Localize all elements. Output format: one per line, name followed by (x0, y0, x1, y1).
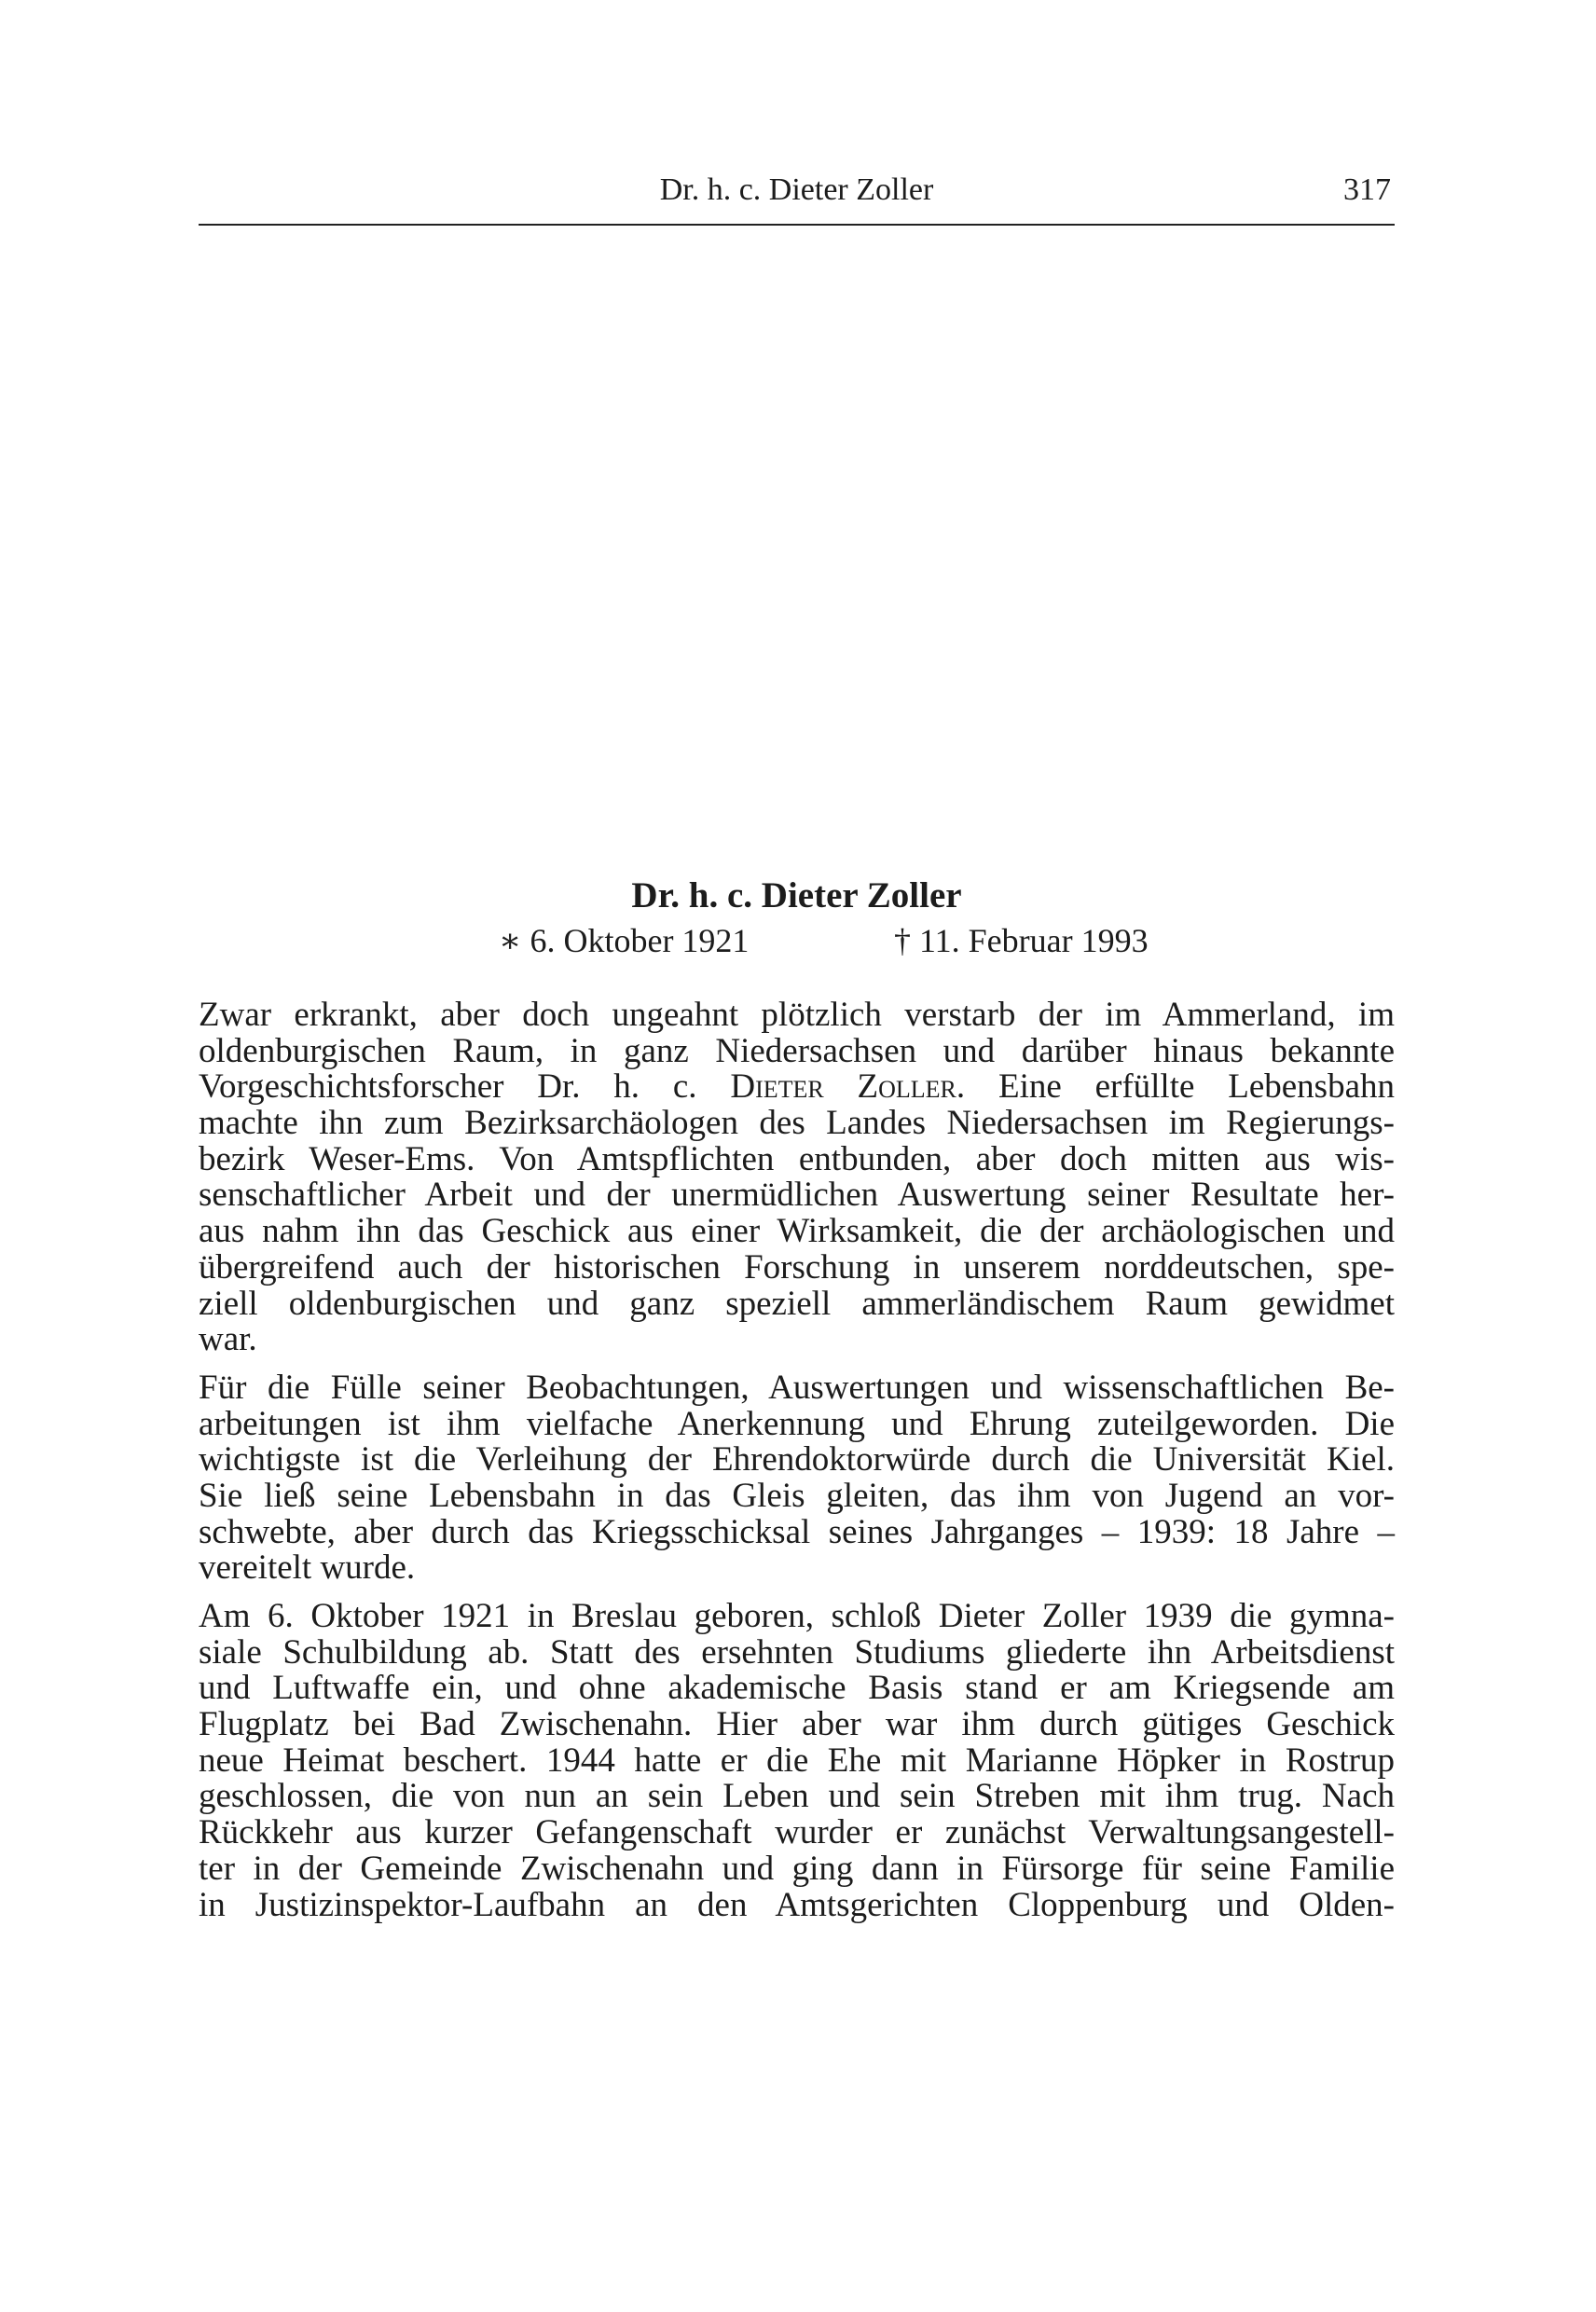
text-line: oldenburgischen Raum, in ganz Niedersachsen und darüber hinaus bekannte (199, 1031, 1395, 1070)
author-name-smallcaps: Dieter Zoller (730, 1067, 956, 1107)
text-line: bezirk Weser-Ems. Von Amtspflichten entbunden, aber doch mitten aus wis- (199, 1139, 1395, 1178)
text-line: geschlossen, die von nun an sein Leben und sein Streben mit ihm trug. Nach (199, 1777, 1395, 1816)
text-line: Flugplatz bei Bad Zwischenahn. Hier aber war ihm durch gütiges Geschick (199, 1705, 1395, 1744)
text-line: ziell oldenburgischen und ganz speziell ammerländischem Raum gewidmet (199, 1284, 1395, 1323)
text-line: schwebte, aber durch das Kriegsschicksal seines Jahrganges – 1939: 18 Jahre – (199, 1512, 1395, 1551)
text-line: Am 6. Oktober 1921 in Breslau geboren, schloß Dieter Zoller 1939 die gymna- (199, 1597, 1395, 1635)
text-line: Für die Fülle seiner Beobachtungen, Auswertungen und wissenschaftlichen Be- (199, 1368, 1395, 1407)
text-line: Sie ließ seine Lebensbahn in das Gleis gleiten, das ihm von Jugend an vor- (199, 1476, 1395, 1515)
text-line: arbeitungen ist ihm vielfache Anerkennung und Ehrung zuteilgeworden. Die (199, 1404, 1395, 1443)
death-date: † 11. Februar 1993 (894, 922, 1149, 959)
text-line: Rückkehr aus kurzer Gefangenschaft wurder er zunächst Verwaltungsangestell- (199, 1813, 1395, 1852)
paragraph (199, 998, 1395, 1358)
text-line: machte ihn zum Bezirksarchäologen des Landes Niedersachsen im Regierungs- (199, 1104, 1395, 1143)
text-line: neue Heimat beschert. 1944 hatte er die Ehe mit Marianne Höpker in Rostrup (199, 1741, 1395, 1780)
page-number: 317 (1343, 172, 1391, 207)
text-line: aus nahm ihn das Geschick aus einer Wirksamkeit, die der archäologischen und (199, 1212, 1395, 1251)
text-line: und Luftwaffe ein, und ohne akademische Basis stand er am Kriegsende am (199, 1669, 1395, 1708)
text-line: Vorgeschichtsforscher Dr. h. c. Dieter Zoller. Eine erfüllte Lebensbahn (199, 1067, 1395, 1107)
birth-date: ∗ 6. Oktober 1921 (499, 922, 750, 959)
text-line: Zwar erkrankt, aber doch ungeahnt plötzlich verstarb der im Ammerland, im (199, 996, 1395, 1034)
text-line: in Justizinspektor-Laufbahn an den Amtsgerichten Cloppenburg und Olden- (199, 1885, 1395, 1924)
running-title: Dr. h. c. Dieter Zoller (659, 172, 934, 207)
text-line: wichtigste ist die Verleihung der Ehrendoktorwürde durch die Universität Kiel. (199, 1440, 1395, 1479)
paragraph (199, 1370, 1395, 1587)
text-line: siale Schulbildung ab. Statt des ersehnten Studiums gliederte ihn Arbeitsdienst (199, 1632, 1395, 1672)
text-line: übergreifend auch der historischen Forschung in unserem norddeutschen, spe- (199, 1247, 1395, 1287)
paragraph (199, 1599, 1395, 1923)
obituary-title: Dr. h. c. Dieter Zoller (631, 875, 962, 915)
text-line: senschaftlicher Arbeit und der unermüdlichen Auswertung seiner Resultate her- (199, 1176, 1395, 1215)
life-dates (499, 918, 1149, 963)
text-line: ter in der Gemeinde Zwischenahn und ging dann in Fürsorge für seine Familie (199, 1849, 1395, 1888)
body-text (199, 998, 1395, 1935)
running-header (199, 168, 1395, 226)
text-line: war. (199, 1320, 257, 1359)
text-line: vereitelt wurde. (199, 1548, 416, 1588)
